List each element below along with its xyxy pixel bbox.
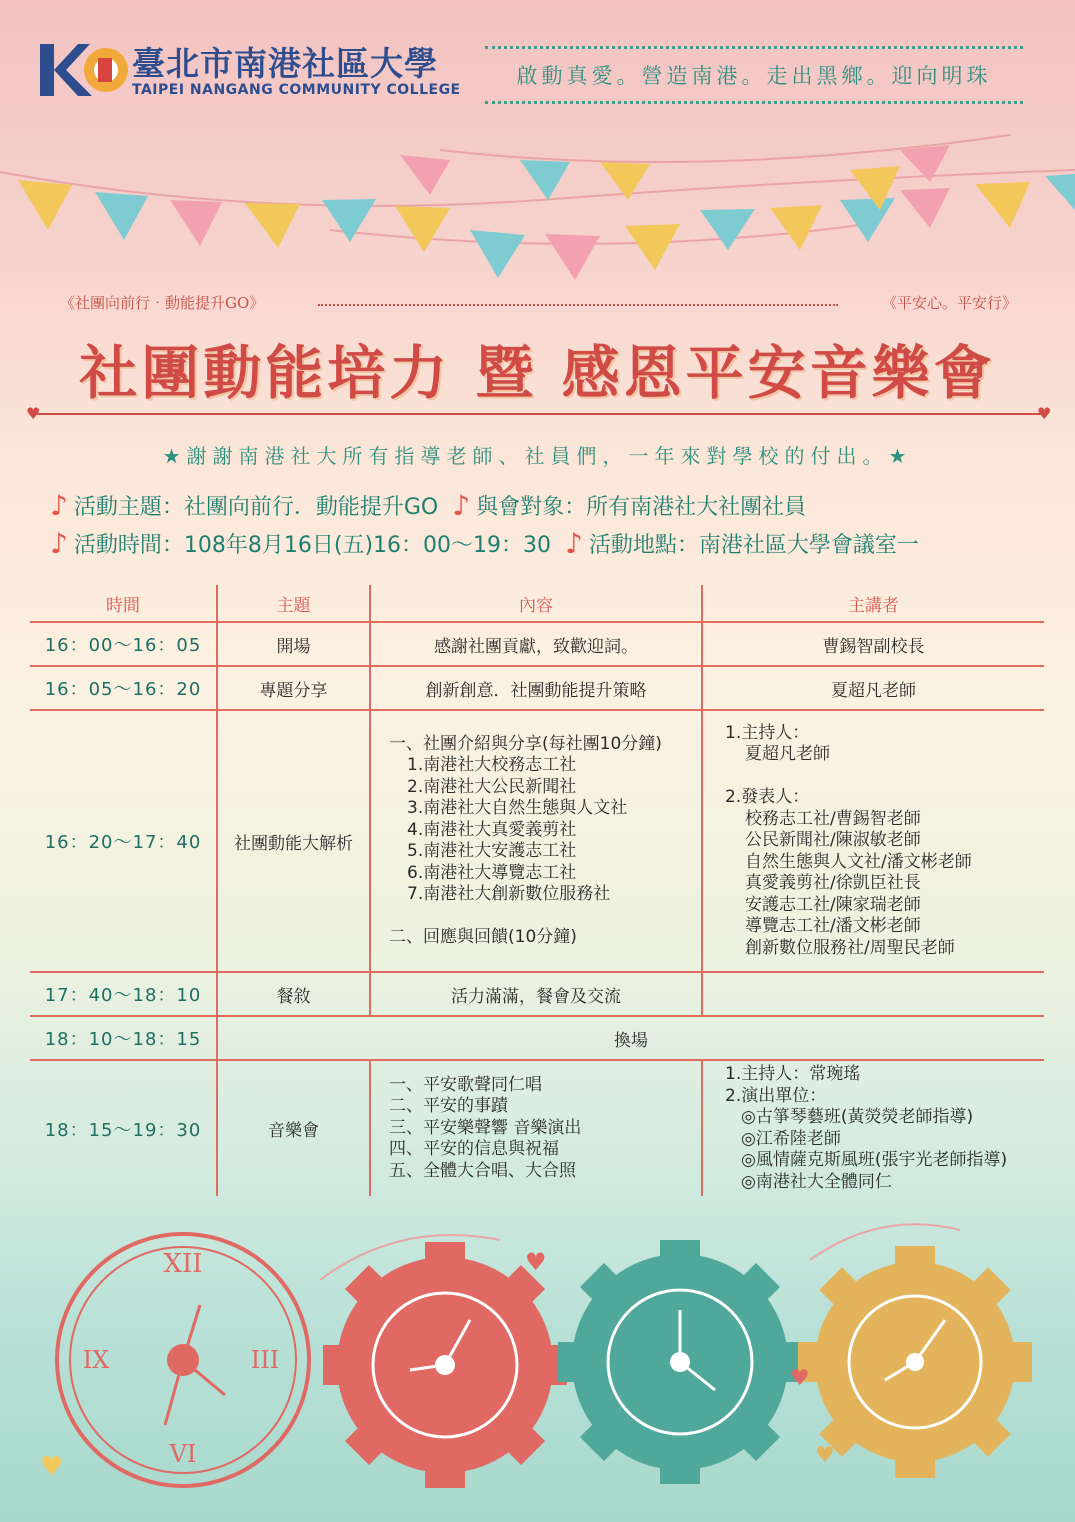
- svg-text:XII: XII: [163, 1249, 203, 1279]
- row-content: 活力滿滿，餐會及交流: [370, 972, 702, 1016]
- teal-gear-clock-icon: [558, 1240, 802, 1484]
- row-merged: 換場: [217, 1016, 1044, 1060]
- row-speaker: 夏超凡老師: [702, 666, 1044, 710]
- row-topic: 社團動能大解析: [217, 710, 370, 972]
- table-header-row: [30, 585, 1044, 622]
- speaker-line: 2.演出單位：: [725, 1085, 827, 1106]
- speaker-line: 校務志工社/曹錫智老師: [745, 808, 921, 829]
- tagline-divider: [318, 304, 838, 306]
- speaker-line: 自然生態與人文社/潘文彬老師: [745, 851, 972, 872]
- tagline-left: 《社團向前行‧動能提升GO》: [60, 294, 265, 312]
- bunting-flags-decoration: [0, 110, 1075, 300]
- content-line: 7.南港社大創新數位服務社: [407, 884, 611, 904]
- title-underline: [35, 413, 1045, 415]
- content-line: 4.南港社大真愛義剪社: [407, 819, 577, 840]
- slogan-text: 啟動真愛。營造南港。走出黑鄉。迎向明珠: [516, 64, 992, 88]
- outline-clock-icon: [57, 1234, 309, 1486]
- content-line: 3.南港社大自然生態與人文社: [407, 798, 628, 818]
- content-line: 四、平安的信息與祝福: [389, 1139, 559, 1160]
- content-line: 5.南港社大安護志工社: [407, 841, 577, 861]
- heart-icon: ♥: [815, 1443, 835, 1468]
- speaker-spacer: [725, 766, 1044, 788]
- college-name: 臺北市南港社區大學: [132, 44, 438, 83]
- content-line: 2.南港社大公民新聞社: [407, 776, 577, 797]
- row-time: 18：10～18：15: [30, 1016, 217, 1060]
- row-speaker: [702, 972, 1044, 1016]
- row-content: 創新創意．社團動能提升策略: [370, 666, 702, 710]
- row-speaker: 曹錫智副校長: [702, 622, 1044, 666]
- row-topic: 音樂會: [217, 1060, 370, 1196]
- info-row-1: [50, 490, 806, 521]
- heart-icon: ♥: [26, 404, 41, 423]
- row-topic: 開場: [217, 622, 370, 666]
- row-content: [370, 710, 702, 972]
- content-line: 二、回應與回饋(10分鐘): [389, 927, 577, 947]
- music-note-icon: ♪: [452, 488, 471, 522]
- row-speaker: [702, 710, 1044, 972]
- content-spacer: [389, 906, 701, 928]
- speaker-line: 真愛義剪社/徐凱臣社長: [745, 873, 921, 894]
- content-line: 二、平安的事蹟: [389, 1096, 508, 1117]
- heart-icon: ♥: [790, 1366, 810, 1391]
- bunting-flags: [18, 145, 1075, 280]
- row-topic: 專題分享: [217, 666, 370, 710]
- content-line: 1.南港社大校務志工社: [407, 755, 577, 775]
- row-time: 18：15～19：30: [44, 1119, 202, 1141]
- table-row: [30, 666, 1044, 710]
- event-audience: 與會對象：所有南港社大社團社員: [476, 495, 807, 520]
- row-speaker: [702, 1060, 1044, 1196]
- row-content: [370, 1060, 702, 1196]
- svg-text:III: III: [250, 1346, 280, 1374]
- header-topic: 主題: [217, 585, 370, 622]
- music-note-icon: ♪: [50, 526, 68, 560]
- music-note-icon: ♪: [50, 488, 68, 522]
- svg-text:IX: IX: [82, 1346, 110, 1374]
- content-line: 6.南港社大導覽志工社: [407, 862, 577, 883]
- header-content: 內容: [370, 585, 702, 622]
- svg-text:VI: VI: [169, 1440, 197, 1468]
- speaker-line: 1.主持人：: [725, 722, 810, 743]
- schedule-table: [30, 585, 1044, 1196]
- event-theme: 活動主題：社團向前行．動能提升GO: [73, 495, 439, 520]
- table-row: [30, 972, 1044, 1016]
- main-title: 社團動能培力 暨 感恩平安音樂會: [79, 339, 996, 407]
- header-speaker: 主講者: [702, 585, 1044, 622]
- row-topic: 餐敘: [217, 972, 370, 1016]
- content-line: 三、平安樂聲響 音樂演出: [389, 1117, 582, 1138]
- content-line: 一、社團介紹與分享(每社團10分鐘): [389, 733, 662, 754]
- row-time: 17：40～18：10: [30, 972, 217, 1016]
- speaker-line: 1.主持人：常琬瑤: [725, 1064, 861, 1084]
- heart-icon: ♥: [1037, 404, 1052, 423]
- info-row-2: [50, 528, 919, 559]
- college-logo-icon: [40, 40, 128, 98]
- header-time: 時間: [30, 585, 217, 622]
- event-time: 活動時間：108年8月16日(五)16：00～19：30: [73, 533, 552, 558]
- speaker-line: 夏超凡老師: [745, 744, 830, 765]
- event-venue: 活動地點：南港社區大學會議室一: [588, 533, 919, 558]
- content-line: 五、全體大合唱、大合照: [389, 1160, 576, 1181]
- table-row: [30, 1016, 1044, 1060]
- row-time: 16：20～17：40: [30, 710, 217, 972]
- heart-icon: ♥: [525, 1248, 547, 1276]
- speaker-line: ◎南港社大全體同仁: [741, 1171, 892, 1192]
- speaker-line: 創新數位服務社/周聖民老師: [745, 937, 955, 958]
- speaker-line: 安護志工社/陳家瑞老師: [745, 894, 921, 915]
- speaker-line: ◎江希陸老師: [741, 1128, 841, 1149]
- college-name-english: TAIPEI NANGANG COMMUNITY COLLEGE: [132, 82, 461, 98]
- speaker-line: ◎風情薩克斯風班(張宇光老師指導): [741, 1150, 1008, 1170]
- row-time: 16：00～16：05: [30, 622, 217, 666]
- speaker-line: 公民新聞社/陳淑敏老師: [745, 830, 921, 851]
- table-row: [30, 622, 1044, 666]
- speaker-line: 2.發表人：: [725, 787, 810, 808]
- row-time: 16：05～16：20: [30, 666, 217, 710]
- music-note-icon: ♪: [565, 526, 583, 560]
- heart-icon: ♥: [40, 1452, 64, 1482]
- table-row: [30, 710, 1044, 972]
- speaker-line: 導覽志工社/潘文彬老師: [745, 916, 921, 937]
- content-line: 一、平安歌聲同仁唱: [389, 1074, 542, 1095]
- red-gear-clock-icon: [323, 1242, 567, 1488]
- table-row: [30, 1060, 1044, 1196]
- thanks-message: ★謝謝南港社大所有指導老師、社員們，一年來對學校的付出。★: [162, 444, 913, 468]
- clock-gears-decoration: [0, 1200, 1075, 1522]
- speaker-line: ◎古箏琴藝班(黃熒熒老師指導): [741, 1107, 974, 1127]
- row-content: 感謝社團貢獻，致歡迎詞。: [370, 622, 702, 666]
- slogan-banner: [485, 46, 1023, 104]
- tagline-right: 《平安心。平安行》: [881, 294, 1017, 312]
